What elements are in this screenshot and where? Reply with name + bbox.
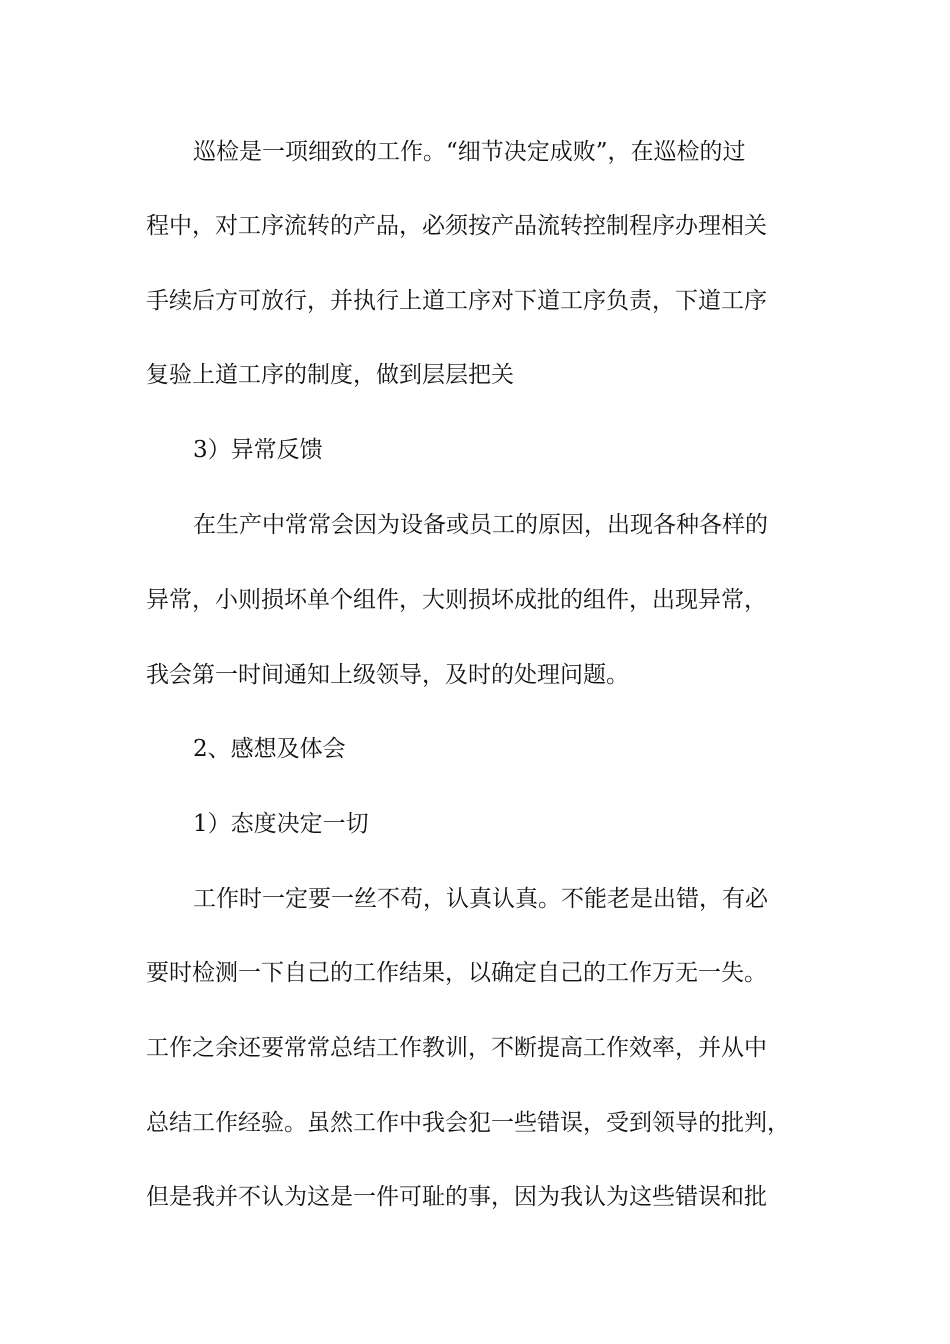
- paragraph-line-8: 我会第一时间通知上级领导，及时的处理问题。: [146, 662, 629, 688]
- paragraph-line-11: 工作时一定要一丝不苟，认真认真。不能老是出错，有必: [193, 886, 768, 912]
- section-heading-thoughts: 2、感想及体会: [193, 736, 346, 762]
- section-heading-attitude: 1）态度决定一切: [193, 811, 369, 837]
- paragraph-line-3: 手续后方可放行，并执行上道工序对下道工序负责，下道工序: [146, 288, 767, 314]
- paragraph-line-12: 要时检测一下自己的工作结果，以确定自己的工作万无一失。: [146, 960, 767, 986]
- paragraph-line-14: 总结工作经验。虽然工作中我会犯一些错误，受到领导的批判，: [146, 1110, 790, 1136]
- section-heading-abnormal-feedback: 3）异常反馈: [193, 437, 323, 463]
- paragraph-line-15: 但是我并不认为这是一件可耻的事，因为我认为这些错误和批: [146, 1184, 767, 1210]
- paragraph-line-13: 工作之余还要常常总结工作教训，不断提高工作效率，并从中: [146, 1035, 767, 1061]
- paragraph-line-1: 巡检是一项细致的工作。“细节决定成败”，在巡检的过: [193, 139, 746, 165]
- paragraph-line-2: 程中，对工序流转的产品，必须按产品流转控制程序办理相关: [146, 213, 767, 239]
- paragraph-line-4: 复验上道工序的制度，做到层层把关: [146, 362, 514, 388]
- paragraph-line-7: 异常，小则损坏单个组件，大则损坏成批的组件，出现异常，: [146, 587, 767, 613]
- paragraph-line-6: 在生产中常常会因为设备或员工的原因，出现各种各样的: [193, 512, 768, 538]
